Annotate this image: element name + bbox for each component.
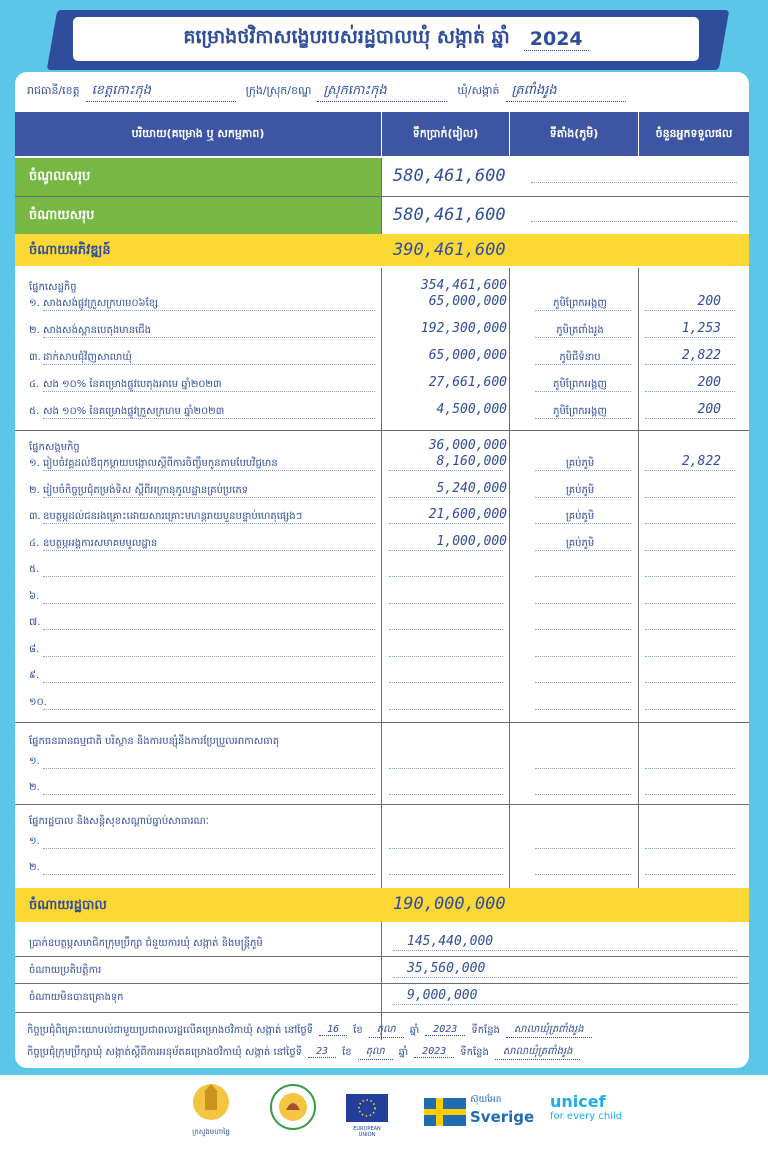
- dotted-line: [43, 364, 375, 365]
- unicef-tagline: for every child: [550, 1111, 623, 1122]
- dotted-line: [535, 470, 631, 471]
- social-item-label: ឧបត្ថម្ភអង្គការសមាគមមូលដ្ឋាន: [43, 537, 158, 549]
- dotted-line: [535, 603, 631, 604]
- ministry-caption: ក្រសួងមហាផ្ទៃ: [192, 1128, 230, 1136]
- dotted-line: [535, 310, 631, 311]
- economic-item-label: ដាក់សាបជុំវិញសាលាឃុំ: [43, 352, 132, 363]
- dotted-line: [531, 182, 737, 183]
- economic-item-beneficiaries: 1,253: [681, 321, 721, 336]
- social-item-amount: 8,160,000: [436, 454, 507, 469]
- dotted-line: [535, 682, 631, 683]
- economic-item-label: សង ១០% នៃគម្រោងផ្លូវក្រួសក្រហម ឆ្នាំ២០២៣: [43, 406, 225, 417]
- natural-resources-item-number: ១.: [29, 756, 40, 767]
- development-bar: [15, 234, 749, 266]
- dotted-line: [43, 497, 375, 498]
- ncdd-seal-icon: [268, 1082, 318, 1132]
- dotted-line: [535, 337, 631, 338]
- footer-year-label: ឆ្នាំ: [398, 1046, 409, 1058]
- social-item-number: ១០.: [29, 696, 47, 708]
- dotted-line: [645, 337, 735, 338]
- dotted-line: [645, 603, 735, 604]
- economic-item-number: ១.: [29, 298, 40, 309]
- dotted-line: [389, 682, 503, 683]
- social-item-amount: 21,600,000: [428, 507, 507, 522]
- dotted-line: [645, 470, 735, 471]
- divider: [15, 983, 749, 984]
- economic-item-label: សាងសង់ស្ពានបេតុងមានជើង: [43, 325, 151, 336]
- dotted-line: [43, 550, 375, 551]
- total-revenue-value: 580,461,600: [393, 166, 506, 186]
- dotted-line: [645, 682, 735, 683]
- sweden-khmer: ស៊ុយអែត: [470, 1095, 502, 1105]
- economic-item-location: ភូមិព្រែកអង្គញ: [553, 379, 607, 390]
- footer-month-label: ខែ: [342, 1046, 352, 1058]
- economic-item-amount: 27,661,600: [428, 375, 507, 390]
- divider: [15, 1012, 749, 1013]
- footer-line-2-year: 2023: [414, 1046, 454, 1058]
- column-header-beneficiaries: ចំនួនអ្នកទទួលផល: [639, 112, 749, 156]
- dotted-line: [389, 470, 503, 471]
- footer-line-2-place: សាលាឃុំត្រពាំងរូង: [495, 1044, 581, 1060]
- dotted-line: [389, 656, 503, 657]
- admin-bar: [15, 888, 749, 922]
- footer-line-1-year: 2023: [425, 1024, 465, 1036]
- admin-item-amount: 35,560,000: [407, 961, 486, 976]
- social-item-number: ២.: [29, 484, 40, 496]
- district-label: ក្រុង/ស្រុក/ខណ្ឌ: [245, 84, 312, 97]
- social-item-amount: 5,240,000: [436, 480, 507, 496]
- social-item-number: ៥.: [29, 564, 40, 575]
- economic-item-location: ភូមិព្រែកអង្គញ: [553, 298, 607, 309]
- column-header-description: បរិយាយ(គម្រោង ឬ សកម្មភាព): [15, 112, 381, 156]
- dotted-line: [645, 523, 735, 524]
- social-item-amount: 1,000,000: [436, 533, 507, 549]
- dotted-line: [645, 497, 735, 498]
- economic-item-location: ភូមិព្រែកអង្គញ: [553, 406, 607, 417]
- dotted-line: [645, 418, 735, 419]
- dotted-line: [535, 768, 631, 769]
- economic-item-number: ២.: [29, 325, 40, 336]
- total-expense-value: 580,461,600: [393, 205, 506, 225]
- dotted-line: [645, 794, 735, 795]
- dotted-line: [43, 310, 375, 311]
- dotted-line: [393, 950, 737, 951]
- eu-caption: EUROPEAN UNION: [353, 1126, 381, 1138]
- dotted-line: [389, 550, 503, 551]
- dotted-line: [535, 550, 631, 551]
- dotted-line: [43, 603, 375, 604]
- footer-line-1-text: កិច្ចប្រជុំពិគ្រោះយោបល់ជាមួយប្រជាពលរដ្ឋលើគម្រោងថវិកាឃុំ សង្កាត់ នៅថ្ងៃទី: [27, 1024, 314, 1036]
- social-item-label: រៀបចំកិច្ចប្រជុំតម្រង់ទិស ស្តីពីអក្រានុកូលដ្ឋានគ្រប់ប្រភេទ: [43, 484, 249, 496]
- social-item-location: គ្រប់ភូមិ: [565, 537, 595, 549]
- ministry-emblem-icon: [186, 1082, 236, 1124]
- dotted-line: [389, 629, 503, 630]
- divider: [15, 956, 749, 957]
- page-year: 2024: [524, 28, 589, 51]
- footer-line-2: [27, 1044, 580, 1060]
- dotted-line: [645, 550, 735, 551]
- dotted-line: [535, 848, 631, 849]
- unicef-logo: [550, 1092, 622, 1122]
- dotted-line: [43, 470, 375, 471]
- economic-item-beneficiaries: 200: [697, 402, 721, 417]
- dotted-line: [43, 629, 375, 630]
- dotted-line: [645, 629, 735, 630]
- dotted-line: [535, 364, 631, 365]
- partner-logos: [0, 1082, 768, 1142]
- footer-month-label: ខែ: [353, 1024, 363, 1036]
- ministry-logo: [186, 1082, 236, 1138]
- sweden-name: Sverige: [470, 1108, 535, 1126]
- dotted-line: [535, 874, 631, 875]
- dotted-line: [43, 576, 375, 577]
- page-title: គម្រោងថវិកាសង្ខេបរបស់រដ្ឋបាលឃុំ សង្កាត់ ឆ្នាំ: [183, 26, 510, 48]
- dotted-line: [389, 848, 503, 849]
- footer-line-1-day: 16: [319, 1024, 347, 1036]
- dotted-line: [43, 523, 375, 524]
- footer-line-2-month: តុលា: [358, 1044, 393, 1060]
- dotted-line: [43, 656, 375, 657]
- natural-resources-item-number: ២.: [29, 782, 40, 793]
- economic-item-location: ភូមិត្រពាំងរូង: [556, 325, 604, 336]
- admin-item-label: ប្រាក់ឧបត្ថម្ភសមាជិកក្រុមប្រឹក្សា ជំនួយការឃុំ សង្កាត់ និងមន្ត្រីភូមិ: [29, 938, 263, 949]
- admin-item-label: ចំណាយប្រតិបត្តិការ: [29, 965, 102, 976]
- dotted-line: [389, 497, 503, 498]
- administration-security-title: ផ្នែករដ្ឋបាល និងសន្តិសុខសណ្តាប់ធ្នាប់សាធារណៈ: [29, 816, 209, 827]
- commune-value: ត្រពាំងរូង: [506, 82, 626, 102]
- economic-total: 354,461,600: [420, 278, 507, 293]
- eu-logo: [346, 1094, 388, 1138]
- page-banner: [70, 14, 702, 64]
- dotted-line: [43, 848, 375, 849]
- dotted-line: [393, 977, 737, 978]
- admin-item-label: ចំណាយមិនបានគ្រោងទុក: [29, 992, 124, 1003]
- natural-resources-title: ផ្នែកធនធានធម្មជាតិ បរិស្ថាន និងការបន្សុំនឹងការប្រែប្រួលអាកាសធាតុ: [29, 736, 280, 747]
- dotted-line: [535, 576, 631, 577]
- dotted-line: [645, 364, 735, 365]
- social-item-label: ឧបត្ថម្ភដល់ជនរងគ្រោះដោយសារគ្រោះមហន្តរាយបួនបន្ទាប់ហេតុផ្សេងៗ: [43, 511, 303, 522]
- dotted-line: [43, 337, 375, 338]
- dotted-line: [645, 709, 735, 710]
- dotted-line: [535, 523, 631, 524]
- district-value: ស្រុកកោះកុង: [317, 82, 447, 102]
- dotted-line: [393, 1004, 737, 1005]
- dotted-line: [531, 221, 737, 222]
- commune-label: ឃុំ/សង្កាត់: [457, 84, 500, 97]
- dotted-line: [645, 768, 735, 769]
- social-item-number: ៦.: [29, 590, 40, 602]
- dotted-line: [43, 794, 375, 795]
- budget-card: [15, 72, 749, 1068]
- dotted-line: [535, 391, 631, 392]
- dotted-line: [535, 497, 631, 498]
- social-item-number: ៤.: [29, 537, 40, 549]
- economic-item-beneficiaries: 200: [697, 375, 721, 390]
- economic-item-location: ភូមិជីទំនាប: [559, 352, 601, 363]
- footer-line-2-text: កិច្ចប្រជុំក្រុមប្រឹក្សាឃុំ សង្កាត់ស្តីពីការអនុម័តគម្រោងថវិកាឃុំ សង្កាត់ នៅថ្ងៃទី: [27, 1046, 303, 1058]
- province-label: រាជធានី/ខេត្ត: [27, 84, 80, 97]
- administration-security-item-number: ២.: [29, 862, 40, 873]
- economic-item-amount: 4,500,000: [436, 402, 507, 417]
- admin-item-amount: 9,000,000: [407, 988, 478, 1003]
- footer-line-1: [27, 1022, 592, 1038]
- dotted-line: [645, 656, 735, 657]
- development-value: 390,461,600: [393, 240, 506, 260]
- economic-item-amount: 192,300,000: [420, 321, 507, 336]
- administration-security-item-number: ១.: [29, 836, 40, 847]
- dotted-line: [43, 418, 375, 419]
- economic-item-beneficiaries: 200: [697, 294, 721, 309]
- dotted-line: [535, 656, 631, 657]
- social-item-beneficiaries: 2,822: [681, 454, 721, 469]
- dotted-line: [645, 874, 735, 875]
- footer-place-label: ទីកន្លែង: [471, 1024, 500, 1036]
- footer-line-1-month: តុលា: [369, 1022, 404, 1038]
- development-label: ចំណាយអភិវឌ្ឍន៍: [29, 243, 111, 258]
- dotted-line: [43, 874, 375, 875]
- dotted-line: [389, 709, 503, 710]
- dotted-line: [535, 418, 631, 419]
- economic-item-amount: 65,000,000: [428, 348, 507, 363]
- footer-place-label: ទីកន្លែង: [460, 1046, 489, 1058]
- footer-year-label: ឆ្នាំ: [409, 1024, 420, 1036]
- dotted-line: [645, 848, 735, 849]
- total-expense-label: ចំណាយសរុប: [15, 197, 381, 235]
- economic-item-amount: 65,000,000: [428, 294, 507, 309]
- dotted-line: [645, 310, 735, 311]
- economic-title: ផ្នែកសេដ្ឋកិច្ច: [29, 282, 77, 293]
- total-revenue-label: ចំណូលសរុប: [15, 158, 381, 196]
- social-item-number: ៧.: [29, 617, 41, 628]
- dotted-line: [389, 794, 503, 795]
- dotted-line: [389, 576, 503, 577]
- unicef-name: unicef: [550, 1092, 606, 1111]
- sweden-flag-icon: [424, 1098, 466, 1126]
- dotted-line: [389, 874, 503, 875]
- social-item-location: គ្រប់ភូមិ: [565, 484, 595, 496]
- social-title: ផ្នែកសង្គមកិច្ច: [29, 442, 80, 453]
- ncdd-logo: [268, 1082, 318, 1136]
- social-item-number: ៨.: [29, 643, 40, 655]
- location-row: [15, 72, 749, 112]
- social-item-number: ៣.: [29, 511, 41, 522]
- footer-line-1-place: សាលាឃុំត្រពាំងរូង: [506, 1022, 592, 1038]
- dotted-line: [535, 709, 631, 710]
- social-item-location: គ្រប់ភូមិ: [565, 458, 595, 469]
- economic-item-number: ៣.: [29, 352, 41, 363]
- social-total: 36,000,000: [428, 438, 507, 453]
- economic-item-label: សង ១០% នៃគម្រោងផ្លូវបេតុងអាមេ ឆ្នាំ២០២៣: [43, 379, 222, 390]
- province-value: ខេត្តកោះកុង: [86, 82, 236, 102]
- divider: [15, 804, 749, 805]
- dotted-line: [43, 768, 375, 769]
- social-item-label: រៀបចំវគ្គដល់ឪពុកម្តាយបង្កោលស្តីពីការចិញ្ចឹមកូនតាមបែបវិជ្ជមាន: [43, 458, 278, 469]
- column-line: [381, 158, 382, 234]
- economic-item-beneficiaries: 2,822: [681, 348, 721, 363]
- dotted-line: [389, 768, 503, 769]
- dotted-line: [43, 709, 375, 710]
- dotted-line: [389, 523, 503, 524]
- column-line: [381, 268, 382, 888]
- column-header-amount: ទឹកប្រាក់(រៀល): [382, 112, 509, 156]
- economic-item-label: សាងសង់ផ្លូវក្រួសក្រហម០៦ខ្សែ: [43, 298, 159, 309]
- economic-item-number: ៥.: [29, 406, 40, 417]
- admin-value: 190,000,000: [393, 894, 506, 914]
- divider: [15, 430, 749, 431]
- economic-item-number: ៤.: [29, 379, 40, 390]
- eu-flag-icon: [346, 1094, 388, 1122]
- column-line: [509, 268, 510, 888]
- dotted-line: [645, 391, 735, 392]
- divider: [15, 722, 749, 723]
- dotted-line: [43, 391, 375, 392]
- footer-line-2-day: 23: [308, 1046, 336, 1058]
- dotted-line: [645, 576, 735, 577]
- admin-label: ចំណាយរដ្ឋបាល: [29, 898, 107, 913]
- dotted-line: [535, 794, 631, 795]
- social-item-location: គ្រប់ភូមិ: [565, 511, 595, 522]
- dotted-line: [43, 682, 375, 683]
- column-header-location: ទីតាំង(ភូមិ): [510, 112, 638, 156]
- dotted-line: [389, 603, 503, 604]
- social-item-number: ១.: [29, 458, 40, 469]
- admin-item-amount: 145,440,000: [407, 934, 494, 949]
- social-item-number: ៩.: [29, 670, 40, 681]
- dotted-line: [535, 629, 631, 630]
